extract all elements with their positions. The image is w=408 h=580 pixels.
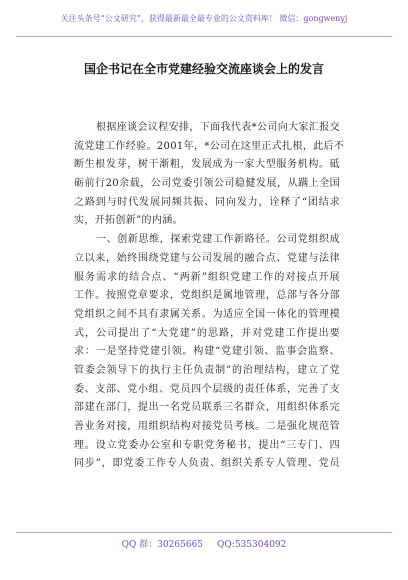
body-line: 求：一是坚持党建引领。构建“党建引领、监事会监察、 [74,346,340,358]
body-line: 实，开拓创新”的内涵。 [74,215,183,227]
header-divider [16,36,392,37]
body-line: 一、创新思维，探索党建工作新路径。公司党组织成 [96,234,340,246]
document-title: 国企书记在全市党建经验交流座谈会上的发言 [83,62,324,76]
header-promo-note: 关注头条号“公文研究”，获得最新最全最专业的公文资料库！ 微信：gongwenyj [60,14,348,23]
body-line: 理。设立党委办公室和专职党务秘书，提出“三专门、四 [74,439,340,451]
body-line: 立以来，始终围绕党建与公司发展的融合点、党建与法律 [74,252,340,264]
body-line: 式，公司提出了“大党建”的思路，并对党建工作提出要 [74,327,340,339]
body-line: 砺前行20余载，公司党委引领公司稳健发展，从蹒上全国 [74,178,340,190]
body-line: 流党建工作经验。2001年，*公司在这里正式扎根，此后不 [74,140,345,152]
body-line: 根据座谈会议程安排，下面我代表*公司向大家汇报交 [96,122,340,133]
body-line: 工作。按照党章要求，党组织是属地管理，总部与各分部 [74,290,340,302]
body-line: 服务需求的结合点、“两新”组织党建工作的对接点开展 [74,271,340,283]
body-line: 委、支部、党小组、党员四个层级的责任体系，完善了支 [74,383,340,395]
body-line: 断生根发芽，树干渐粗，发展成为一家大型服务机构。砥 [74,159,340,171]
footer-qq-number: QQ:535304092 [217,540,287,550]
body-line: 同步”，即党委工作专人负责、组织关系专人管理、党员 [74,458,340,470]
footer-divider [16,532,392,533]
document-body [74,119,345,474]
body-line: 管委会领导下的执行主任负责制”的治理结构，建立了党 [74,364,340,376]
body-line: 之路到与时代发展同频共振、同向发力，诠释了“团结求 [74,196,340,208]
body-line: 部建在部门，提出一名党员联系三名群众，用组织体系完 [74,402,340,414]
body-line: 善业务对接，用组织结构对接党员考核。二是强化规范管 [74,421,340,432]
footer-contact [0,537,408,550]
footer-qq-group: QQ 群：30265665 [121,540,204,550]
body-line: 党组织之间不具有隶属关系。为适应全国一体化的管理模 [74,308,340,320]
